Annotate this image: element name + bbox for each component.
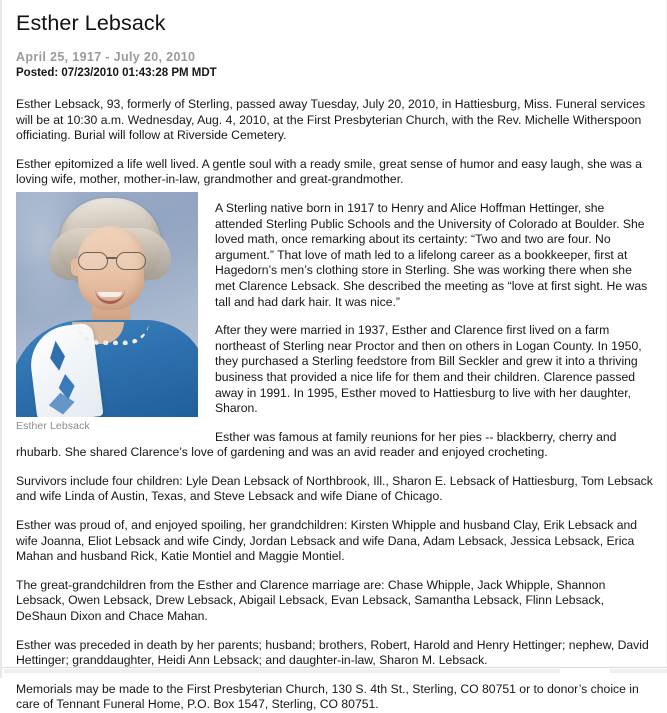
obituary-paragraph-9: Esther was preceded in death by her parents; husband; brothers, Robert, Harold and Henry Hettinger; nephew, David Hettinger; granddaughter, Heidi Ann Lebsack; and daughter-in-law, Sharon M. Lebsack. — [16, 637, 649, 668]
portrait-figure — [16, 192, 199, 433]
obituary-paragraph-10: Memorials may be made to the First Presbyterian Church, 130 S. 4th St., Sterling, CO 80751 or to donor’s choice in care of Tennant Funeral Home, P.O. Box 1547, Sterling, CO 80751. — [16, 681, 639, 712]
scarf-diamond-1 — [48, 340, 67, 372]
footer-bar-left — [4, 669, 560, 673]
obituary-content — [2, 0, 666, 713]
portrait-photo — [16, 192, 198, 417]
life-dates: April 25, 1917 - July 20, 2010 — [16, 50, 196, 64]
glasses-left-lens — [78, 252, 108, 270]
obituary-paragraph-8: The great-grandchildren from the Esther and Clarence marriage are: Chase Whipple, Jack Whipple, Shannon Lebsack, Owen Lebsack, Drew Lebsack, Abigail Lebsack, Evan Lebsack, Samantha Lebsack, Flinn Lebsack, DeShaun Dixon and Chace Mahan. — [16, 577, 606, 624]
scarf-diamond-3 — [47, 391, 75, 416]
obituary-paragraph-3: A Sterling native born in 1917 to Henry and Alice Hoffman Hettinger, she attended Sterling Public Schools and the University of Colorado at Boulder. She loved math, once remarking about its certainty: “Two and two are four. No argument.” That love of math led to a lifelong career as a bookkeeper, first at Hagedorn’s men’s clothing store in Sterling. She was working there when she met Clarence Lebsack. She described the meeting as “love at first sight. He was tall and had dark hair. It was nice.” — [215, 200, 648, 309]
obituary-paragraph-4: After they were married in 1937, Esther and Clarence first lived on a farm northeast of Sterling near Proctor and then on others in Logan County. In 1950, they purchased a Sterling feedstore from Bill Seckler and grew it into a thriving business that provided a nice life for them and their children. Clarence passed away in 1991. In 1995, Esther moved to Hattiesburg to live with her daughter, Sharon. — [215, 323, 642, 416]
obituary-paragraph-1: Esther Lebsack, 93, formerly of Sterling, passed away Tuesday, July 20, 2010, in Hattiesburg, Miss. Funeral services will be at 10:30 a.m. Wednesday, Aug. 4, 2010, at the First Presbyterian Church, with the Rev. Michelle Witherspoon officiating. Burial will follow at Riverside Cemetery. — [16, 97, 646, 143]
obituary-paragraph-5: Esther was famous at family reunions for her pies -- blackberry, cherry and rhubarb. She shared Clarence’s love of gardening and was an avid reader and enjoyed crocheting. — [16, 429, 617, 460]
posted-timestamp: Posted: 07/23/2010 01:43:28 PM MDT — [16, 67, 217, 79]
page-footer-divider — [2, 667, 667, 678]
obituary-paragraph-7: Esther was proud of, and enjoyed spoiling, her grandchildren: Kirsten Whipple and husband Clay, Erik Lebsack and wife Joanna, Eliot Lebsack and wife Cindy, Jordan Lebsack and wife Dana, Adam Lebsack, Jessica Lebsack, Erica Mahan and husband Rick, Katie Montiel and Maggie Montiel. — [16, 518, 638, 564]
obituary-paragraph-2: Esther epitomized a life well lived. A gentle soul with a ready smile, great sense of humor and easy laugh, she was a loving wife, mother, mother-in-law, grandmother and great-grandmother. — [16, 156, 642, 187]
photo-caption: Esther Lebsack — [16, 419, 90, 432]
glasses-icon — [76, 252, 147, 269]
obituary-paragraph-6: Survivors include four children: Lyle Dean Lebsack of Northbrook, Ill., Sharon E. Lebsack of Hattiesburg, Tom Lebsack and wife Linda of Austin, Texas, and Steve Lebsack and wife Diane of Chicago. — [16, 473, 653, 504]
page-title: Esther Lebsack — [16, 11, 166, 35]
glasses-right-lens — [116, 252, 146, 270]
footer-bar-right — [610, 669, 667, 673]
